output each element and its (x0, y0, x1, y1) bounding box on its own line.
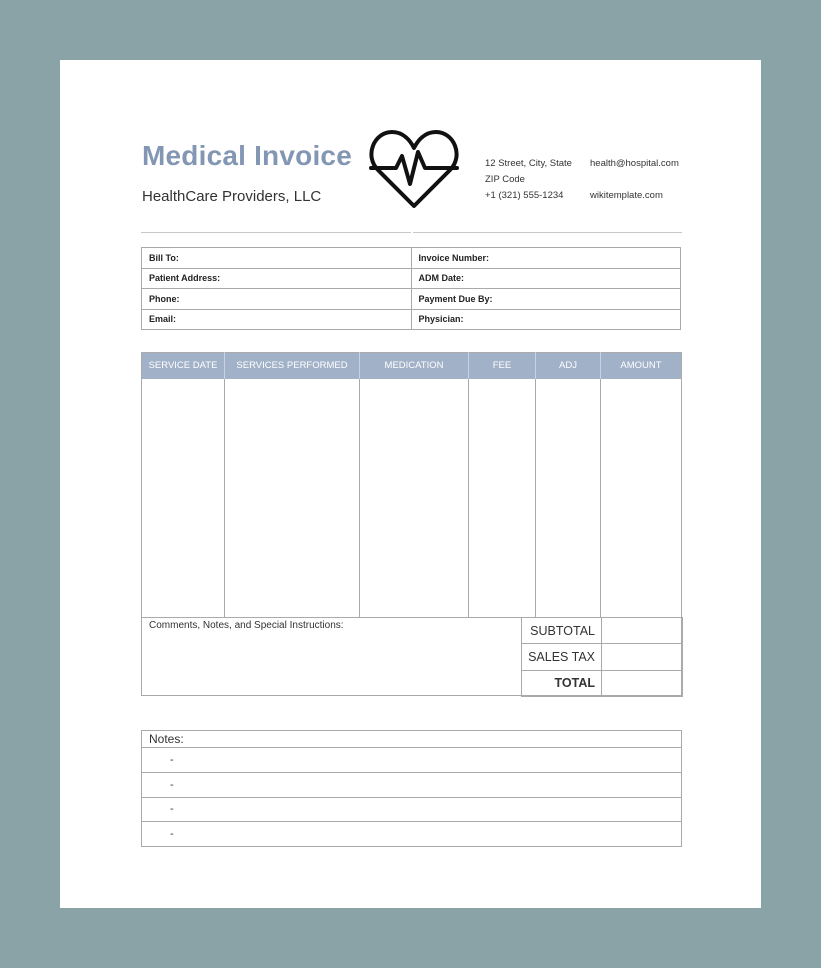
email-address: health@hospital.com (590, 158, 679, 169)
address-block (485, 156, 572, 204)
note-item[interactable]: - (142, 797, 682, 822)
total-value[interactable] (602, 670, 683, 696)
notes-label: Notes: (142, 731, 682, 748)
physician-field[interactable]: Physician: (411, 309, 681, 330)
note-item[interactable]: - (170, 828, 174, 841)
services-header-row (142, 353, 682, 379)
column-header: MEDICATION (360, 353, 469, 379)
column-header: FEE (469, 353, 536, 379)
column-header: SERVICE DATE (142, 353, 225, 379)
fee-cell[interactable] (469, 379, 536, 618)
services-table (141, 352, 682, 618)
patient-address-field[interactable]: Patient Address: (142, 268, 412, 289)
notes-table (141, 730, 682, 847)
services-performed-cell[interactable] (225, 379, 360, 618)
address-line1: 12 Street, City, State (485, 158, 572, 169)
heart-pulse-icon (368, 128, 460, 210)
sales-tax-label: SALES TAX (522, 644, 602, 670)
divider-right (413, 232, 682, 233)
divider-left (141, 232, 411, 233)
sales-tax-value[interactable] (602, 644, 683, 670)
totals-section (141, 617, 682, 696)
service-date-cell[interactable] (142, 379, 225, 618)
contact-block (590, 156, 679, 204)
column-header: AMOUNT (601, 353, 682, 379)
totals-table (521, 617, 683, 697)
phone-number: +1 (321) 555-1234 (485, 190, 564, 201)
billing-info-table (141, 247, 681, 330)
subtotal-label: SUBTOTAL (522, 618, 602, 644)
amount-cell[interactable] (601, 379, 682, 618)
email-field[interactable]: Email: (142, 309, 412, 330)
services-body-row (142, 379, 682, 618)
company-name: HealthCare Providers, LLC (142, 188, 322, 205)
subtotal-value[interactable] (602, 618, 683, 644)
phone-field[interactable]: Phone: (142, 289, 412, 310)
adj-cell[interactable] (536, 379, 601, 618)
medication-cell[interactable] (360, 379, 469, 618)
website: wikitemplate.com (590, 190, 663, 201)
column-header: SERVICES PERFORMED (225, 353, 360, 379)
invoice-number-field[interactable]: Invoice Number: (411, 248, 681, 269)
total-label: TOTAL (522, 670, 602, 696)
note-item[interactable]: - (142, 748, 682, 773)
adm-date-field[interactable]: ADM Date: (411, 268, 681, 289)
comments-label: Comments, Notes, and Special Instructions: (149, 620, 344, 631)
invoice-title: Medical Invoice (142, 140, 352, 171)
bill-to-field[interactable]: Bill To: (142, 248, 412, 269)
column-header: ADJ (536, 353, 601, 379)
note-item[interactable]: - (142, 772, 682, 797)
invoice-page (60, 60, 761, 908)
payment-due-field[interactable]: Payment Due By: (411, 289, 681, 310)
address-line2: ZIP Code (485, 174, 525, 185)
